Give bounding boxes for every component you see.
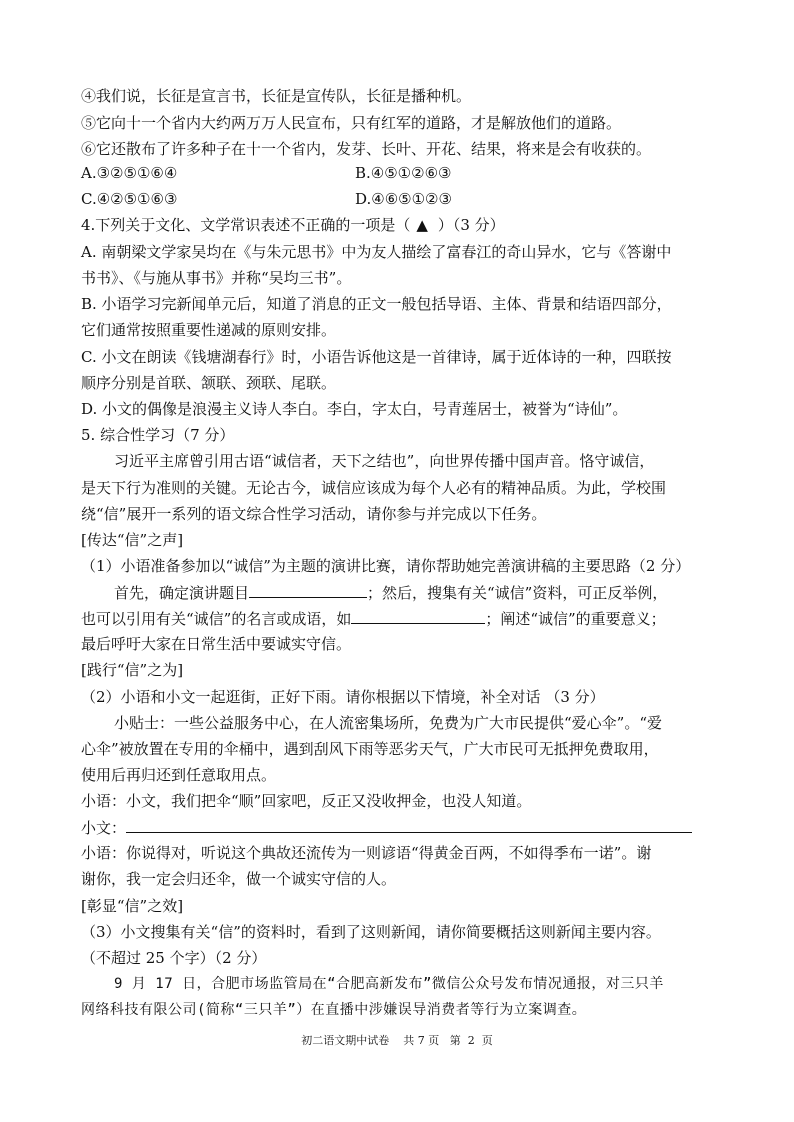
- sentence-6: ⑥它还散布了许多种子在十一个省内，发芽、长叶、开花、结果，将来是会有收获的。: [81, 140, 652, 158]
- sub-question-1-line2: 也可以引用有关“诚信”的名言或成语，如 ；阐述“诚信”的重要意义；: [81, 610, 666, 628]
- option-a: A.③②⑤①⑥④: [81, 164, 178, 182]
- q3-options-row-1: [81, 163, 721, 183]
- tip-line3: 使用后再归还到任意取用点。: [81, 766, 277, 784]
- q3-options-row-2: [81, 189, 721, 209]
- sub-question-1-line3: 最后呼吁大家在日常生活中要诚实守信。: [81, 635, 352, 653]
- news-line1: 9 月 17 日，合肥市场监管局在“合肥高新发布”微信公众号发布情况通报，对三只羊: [114, 976, 664, 992]
- dialogue-xiaoyu-1: 小语：小文，我们把伞“顺”回家吧，反正又没收押金，也没人知道。: [81, 792, 532, 810]
- dialogue-xiaowen: 小文：: [81, 817, 721, 838]
- option-b: B.④⑤①②⑥③: [355, 164, 452, 182]
- dialogue-xiaoyu-2: 小语：你说得对，听说这个典故还流传为一则谚语“得黄金百两，不如得季布一诺”。谢: [81, 844, 652, 862]
- q4-option-a-line2: 书书》、《与施从事书》并称“吴均三书”。: [81, 269, 352, 287]
- q4-option-d: D. 小文的偶像是浪漫主义诗人李白。李白，字太白，号青莲居士，被誉为“诗仙”。: [81, 400, 628, 418]
- speech-title-blank[interactable]: [249, 582, 367, 598]
- q4-option-c-line2: 顺序分别是首联、颔联、颈联、尾联。: [81, 374, 337, 392]
- quote-blank[interactable]: [351, 608, 485, 624]
- q5-intro-line1: 习近平主席曾引用古语“诚信者，天下之结也”，向世界传播中国声音。恪守诚信，: [114, 452, 655, 470]
- q5-intro-line3: 绕“信”展开一系列的语文综合性学习活动，请你参与并完成以下任务。: [81, 505, 547, 523]
- sub-question-2: （2）小语和小文一起逛街，正好下雨。请你根据以下情境，补全对话 （3 分）: [81, 688, 605, 706]
- sub-question-1: （1）小语准备参加以“诚信”为主题的演讲比赛，请你帮助她完善演讲稿的主要思路（2 分）: [81, 557, 691, 575]
- option-d: D.④⑥⑤①②③: [355, 190, 452, 208]
- dialogue-xiaoyu-3: 谢你，我一定会归还伞，做一个诚实守信的人。: [81, 870, 397, 888]
- tip-line2: 心伞”被放置在专用的伞桶中，遇到刮风下雨等恶劣天气，广大市民可无抵押免费取用，: [81, 740, 659, 758]
- option-c: C.④②⑤①⑥③: [81, 190, 178, 208]
- section-title-3: [彰显“信”之效]: [81, 897, 184, 915]
- q4-option-b-line1: B. 小语学习完新闻单元后，知道了消息的正文一般包括导语、主体、背景和结语四部分，: [81, 295, 672, 313]
- section-title-2: [践行“信”之为]: [81, 661, 184, 679]
- sentence-5: ⑤它向十一个省内大约两万万人民宣布，只有红军的道路，才是解放他们的道路。: [81, 114, 622, 132]
- q4-stem: 4.下列关于文化、文学常识表述不正确的一项是（ ▲ ）（3 分）: [81, 216, 505, 234]
- q4-option-c-line1: C. 小文在朗读《钱塘湖春行》时，小语告诉他这是一首律诗，属于近体诗的一种，四联按: [81, 348, 672, 366]
- tip-line1: 小贴士：一些公益服务中心，在人流密集场所，免费为广大市民提供“爱心伞”。“爱: [114, 714, 663, 732]
- dialogue-answer-blank[interactable]: [126, 817, 692, 833]
- sub-question-3-limit: （不超过 25 个字）（2 分）: [81, 949, 267, 967]
- q4-option-a-line1: A. 南朝梁文学家吴均在《与朱元思书》中为友人描绘了富春江的奇山异水，它与《答谢中: [81, 243, 672, 261]
- q5-intro-line2: 是天下行为准则的关键。无论古今，诚信应该成为每个人必有的精神品质。为此，学校围: [81, 479, 667, 497]
- sub-question-3: （3）小文搜集有关“信”的资料时，看到了这则新闻，请你简要概括这则新闻主要内容。: [81, 923, 661, 941]
- q4-option-b-line2: 它们通常按照重要性递减的原则安排。: [81, 321, 337, 339]
- sub-question-1-line1: 首先，确定演讲题目 ；然后，搜集有关“诚信”资料，可正反举例，: [114, 584, 668, 602]
- page-footer: 初二语文期中试卷 共 7 页 第 2 页: [301, 1034, 493, 1047]
- sentence-4: ④我们说，长征是宣言书，长征是宣传队，长征是播种机。: [81, 87, 472, 105]
- q5-title: 5. 综合性学习（7 分）: [81, 426, 235, 444]
- news-line2: 网络科技有限公司(简称“三只羊”）在直播中涉嫌误导消费者等行为立案调查。: [81, 1002, 587, 1018]
- section-title-1: [传达“信”之声]: [81, 531, 184, 549]
- answer-blank-triangle: ▲: [416, 216, 428, 234]
